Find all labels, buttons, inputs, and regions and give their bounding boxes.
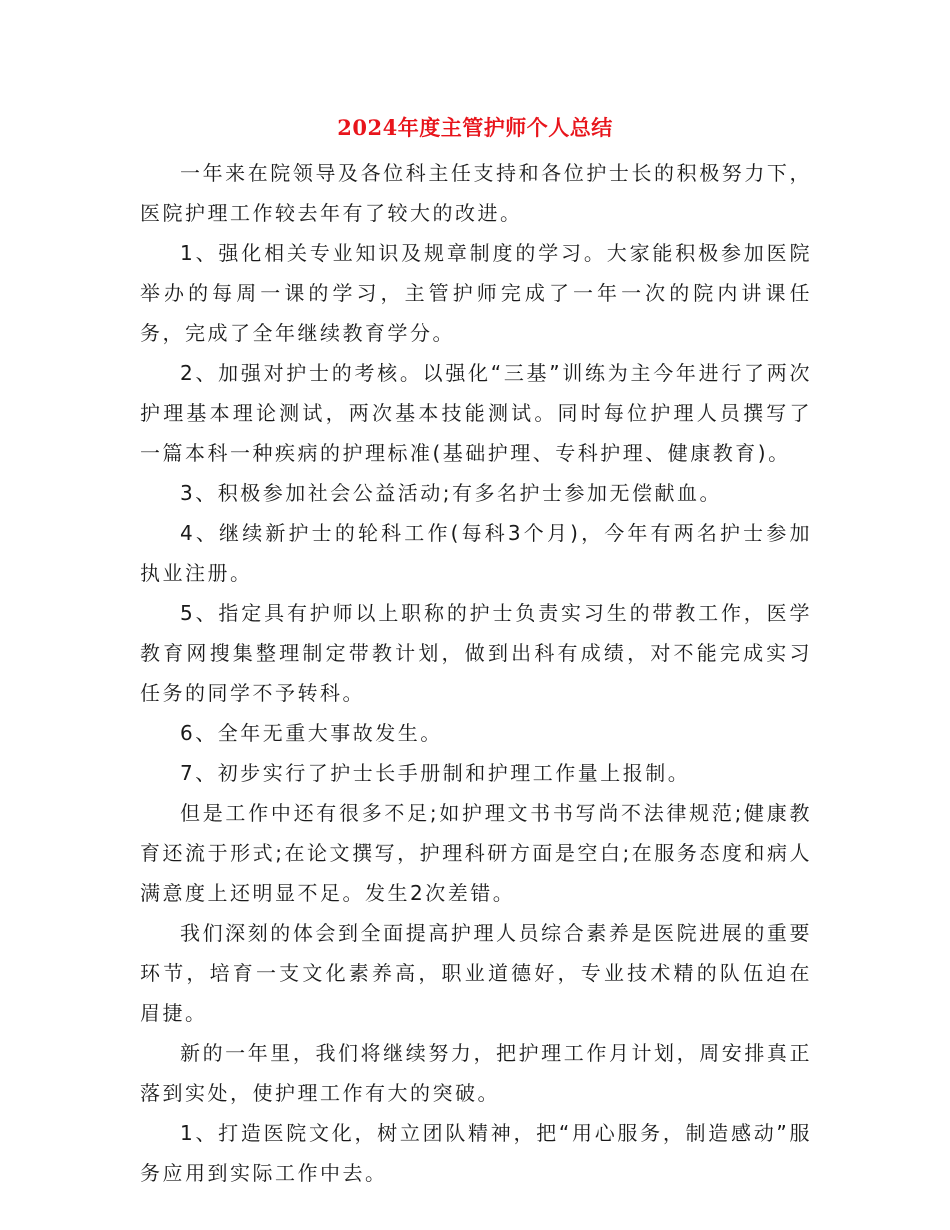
document-title: 2024年度主管护师个人总结 [337, 115, 613, 140]
paragraph-item-7: 7、初步实行了护士长手册制和护理工作量上报制。 [180, 761, 691, 785]
paragraph-item-5: 5、指定具有护师以上职称的护士负责实习生的带教工作，医学教育网搜集整理制定带教计划，做到出科有成绩，对不能完成实习任务的同学不予转科。 [140, 601, 812, 705]
paragraph-intro: 一年来在院领导及各位科主任支持和各位护士长的积极努力下，医院护理工作较去年有了较大的改进。 [140, 161, 812, 225]
paragraph-shortcomings: 但是工作中还有很多不足;如护理文书书写尚不法律规范;健康教育还流于形式;在论文撰写，护理科研方面是空白;在服务态度和病人满意度上还明显不足。发生2次差错。 [140, 801, 812, 905]
paragraph-reflection: 我们深刻的体会到全面提高护理人员综合素养是医院进展的重要环节，培育一支文化素养高，职业道德好，专业技术精的队伍迫在眉捷。 [140, 921, 812, 1025]
paragraph-item-1: 1、强化相关专业知识及规章制度的学习。大家能积极参加医院举办的每周一课的学习，主管护师完成了一年一次的院内讲课任务，完成了全年继续教育学分。 [140, 241, 812, 345]
document-body [140, 153, 812, 1193]
paragraph-item-2: 2、加强对护士的考核。以强化“三基”训练为主今年进行了两次护理基本理论测试，两次基本技能测试。同时每位护理人员撰写了一篇本科一种疾病的护理标准(基础护理、专科护理、健康教育)。 [140, 361, 812, 465]
paragraph-plan-1: 1、打造医院文化，树立团队精神，把“用心服务，制造感动”服务应用到实际工作中去。 [140, 1121, 812, 1185]
paragraph-new-year: 新的一年里，我们将继续努力，把护理工作月计划，周安排真正落到实处，使护理工作有大的突破。 [140, 1041, 812, 1105]
paragraph-item-3: 3、积极参加社会公益活动;有多名护士参加无偿献血。 [180, 481, 722, 505]
paragraph-item-4: 4、继续新护士的轮科工作(每科3个月)，今年有两名护士参加执业注册。 [140, 521, 812, 585]
paragraph-item-6: 6、全年无重大事故发生。 [180, 721, 443, 745]
